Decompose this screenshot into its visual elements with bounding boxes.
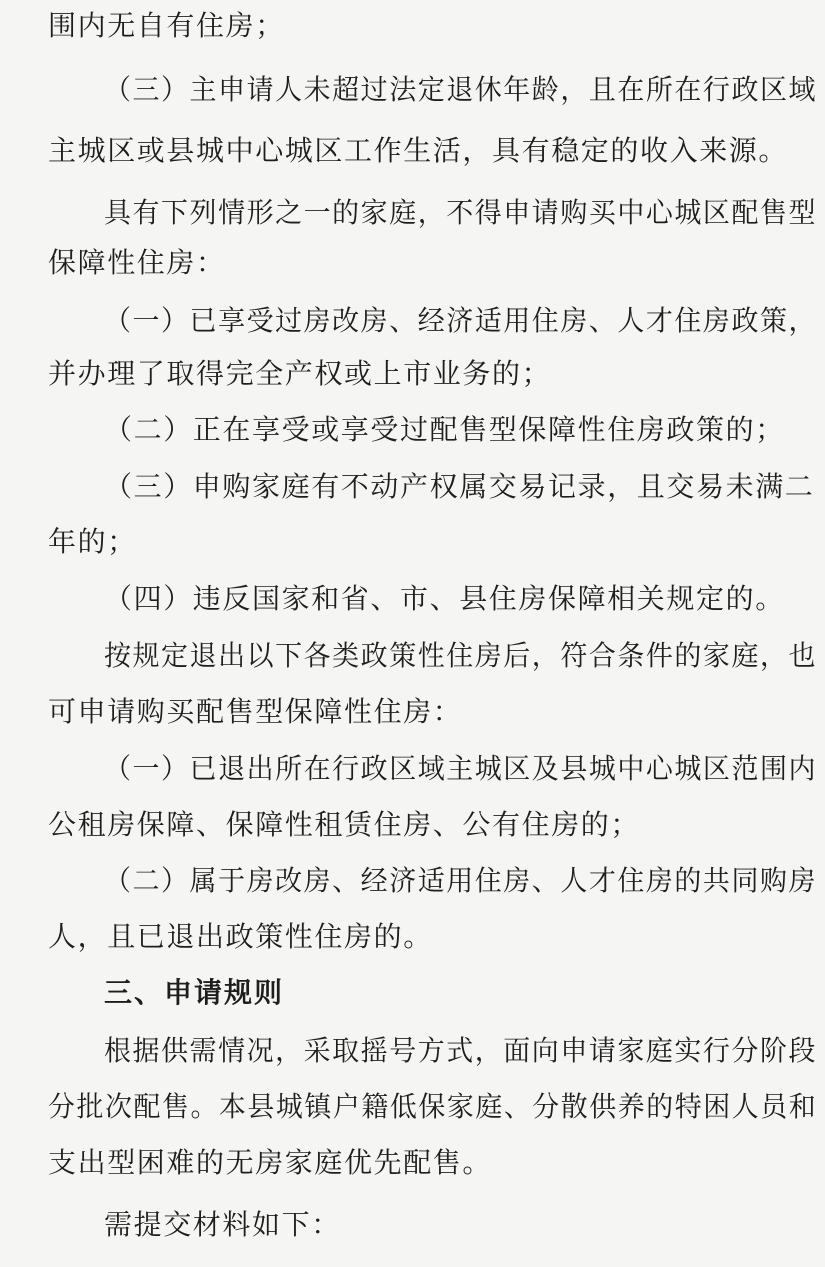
text-line: （一）已享受过房改房、经济适用住房、人才住房政策， — [104, 304, 818, 337]
text-line: 根据供需情况，采取摇号方式，面向申请家庭实行分阶段 — [104, 1034, 818, 1067]
text-line: 具有下列情形之一的家庭，不得申请购买中心城区配售型 — [104, 196, 818, 229]
text-line: 并办理了取得完全产权或上市业务的； — [48, 357, 552, 390]
text-line: 年的； — [48, 525, 137, 558]
text-line: 需提交材料如下： — [104, 1208, 341, 1241]
text-line: （三）申购家庭有不动产权属交易记录，且交易未满二 — [104, 470, 815, 503]
text-line: 主城区或县城中心城区工作生活，具有稳定的收入来源。 — [48, 134, 789, 167]
text-line: 围内无自有住房； — [48, 9, 285, 42]
text-line: （二）正在享受或享受过配售型保障性住房政策的； — [104, 413, 785, 446]
section-heading: 三、申请规则 — [104, 976, 285, 1009]
text-line: 保障性住房： — [48, 246, 226, 279]
text-line: （一）已退出所在行政区域主城区及县城中心城区范围内 — [104, 752, 818, 785]
text-line: （三）主申请人未超过法定退休年龄，且在所在行政区域 — [104, 73, 818, 106]
text-line: （四）违反国家和省、市、县住房保障相关规定的。 — [104, 582, 785, 615]
text-line: 按规定退出以下各类政策性住房后，符合条件的家庭，也 — [104, 639, 818, 672]
text-line: 支出型困难的无房家庭优先配售。 — [48, 1146, 493, 1179]
text-line: （二）属于房改房、经济适用住房、人才住房的共同购房 — [104, 864, 818, 897]
text-line: 可申请购买配售型保障性住房： — [48, 695, 463, 728]
text-line: 人，且已退出政策性住房的。 — [48, 920, 433, 953]
text-line: 公租房保障、保障性租赁住房、公有住房的； — [48, 808, 641, 841]
text-line: 分批次配售。本县城镇户籍低保家庭、分散供养的特困人员和 — [48, 1090, 818, 1123]
